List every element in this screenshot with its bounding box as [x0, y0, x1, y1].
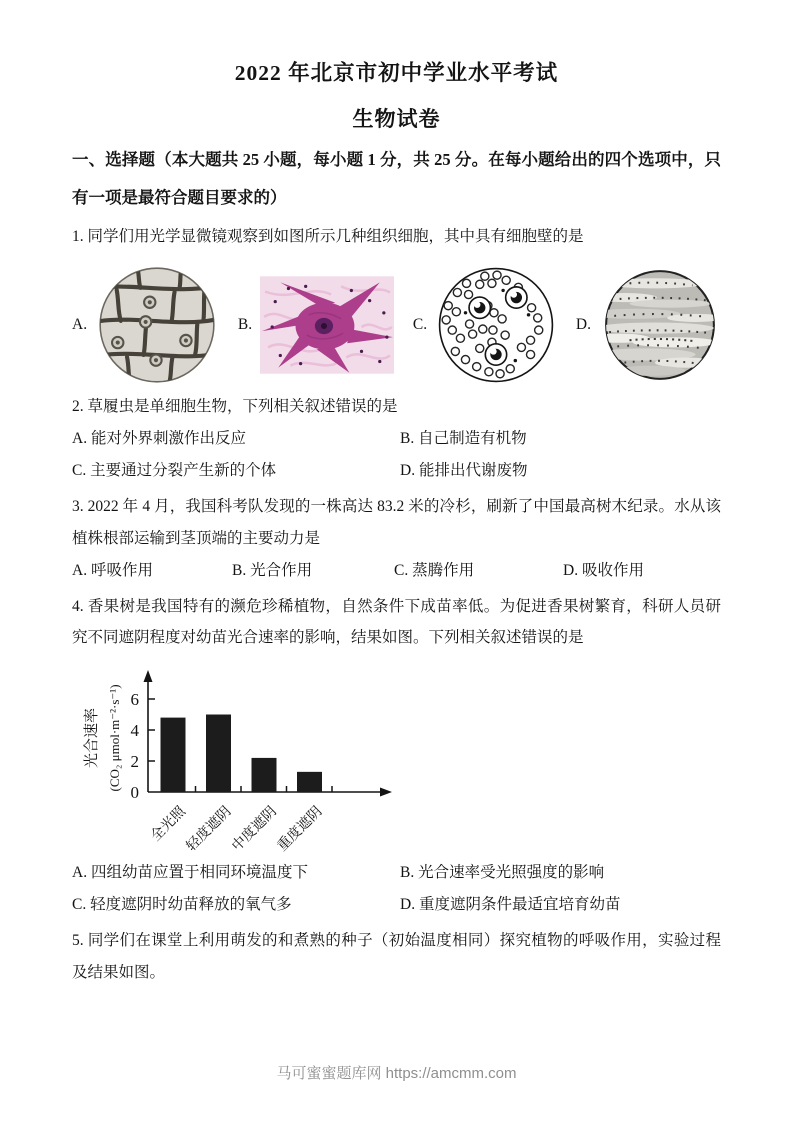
x-category-label: 全光照	[148, 804, 189, 845]
plant-cells-micrograph	[95, 266, 219, 384]
blood-cells-drawing	[435, 267, 557, 383]
q4-option-a: A. 四组幼苗应置于相同环境温度下	[72, 864, 308, 882]
chart-ylabel-name: 光合速率	[84, 708, 100, 769]
figure-label-a: A.	[72, 315, 88, 333]
y-tick-label: 4	[130, 721, 139, 741]
bar-0	[161, 718, 186, 792]
bar-2	[252, 758, 277, 792]
question-3-text: 3. 2022 年 4 月，我国科考队发现的一株高达 83.2 米的冷杉，刷新了中国最高树木纪录。水从该植株根部运输到茎顶端的主要动力是	[72, 497, 721, 547]
question-4-options	[72, 857, 721, 921]
nerve-cell-micrograph	[260, 276, 394, 374]
muscle-tissue-micrograph	[599, 269, 721, 381]
q3-option-d: D. 吸收作用	[563, 561, 644, 579]
question-4-chart-wrap	[76, 660, 721, 857]
y-axis-arrow	[144, 670, 153, 682]
question-2-options	[72, 423, 721, 487]
x-category-label: 中度遮阴	[229, 804, 280, 853]
x-category-label: 重度遮阴	[275, 804, 326, 853]
y-tick-label: 0	[130, 783, 139, 803]
question-3-options	[72, 555, 721, 587]
q3-option-c: C. 蒸腾作用	[394, 561, 475, 579]
question-1-text: 1. 同学们用光学显微镜观察到如图所示几种组织细胞，其中具有细胞壁的是	[72, 227, 584, 245]
figure-label-d: D.	[575, 315, 591, 333]
photosynthesis-bar-chart	[76, 660, 406, 852]
y-tick-label: 6	[130, 690, 139, 710]
q2-option-c: C. 主要通过分裂产生新的个体	[72, 461, 277, 479]
figure-label-b: B.	[237, 315, 253, 333]
figure-label-c: C.	[412, 315, 428, 333]
figure-option-c	[413, 267, 557, 383]
figure-option-b	[238, 276, 394, 374]
chart-ylabel-unit: (CO₂ μmol·m⁻²·s⁻¹)	[107, 684, 122, 792]
site-watermark: 马可蜜蜜题库网 https://amcmm.com	[276, 1065, 517, 1082]
question-1-figures	[72, 263, 721, 387]
y-tick-label: 2	[130, 752, 139, 772]
q4-option-d: D. 重度遮阴条件最适宜培育幼苗	[400, 896, 621, 914]
q3-option-b: B. 光合作用	[232, 561, 313, 579]
question-5-text: 5. 同学们在课堂上利用萌发的和煮熟的种子（初始温度相同）探究植物的呼吸作用，实验过程及结果如图。	[72, 932, 721, 982]
page-title: 2022 年北京市初中学业水平考试	[234, 61, 559, 85]
bar-3	[297, 772, 322, 792]
q2-option-d: D. 能排出代谢废物	[400, 461, 528, 479]
q4-option-b: B. 光合速率受光照强度的影响	[400, 864, 605, 882]
q3-option-a: A. 呼吸作用	[72, 561, 153, 579]
x-axis-arrow	[380, 788, 392, 797]
figure-option-a	[72, 266, 219, 384]
q2-option-a: A. 能对外界刺激作出反应	[72, 429, 246, 447]
q4-option-c: C. 轻度遮阴时幼苗释放的氧气多	[72, 896, 292, 914]
chart-plot	[131, 670, 393, 852]
page-subtitle: 生物试卷	[352, 107, 441, 131]
question-4-text: 4. 香果树是我国特有的濒危珍稀植物，自然条件下成苗率低。为促进香果树繁育，科研人员研究不同遮阴程度对幼苗光合速率的影响，结果如图。下列相关叙述错误的是	[72, 597, 721, 647]
bar-1	[206, 715, 231, 793]
figure-option-d	[576, 269, 721, 381]
x-category-label: 轻度遮阴	[184, 804, 235, 853]
question-2-text: 2. 草履虫是单细胞生物，下列相关叙述错误的是	[72, 397, 398, 415]
q2-option-b: B. 自己制造有机物	[400, 429, 527, 447]
section-header: 一、选择题（本大题共 25 小题，每小题 1 分，共 25 分。在每小题给出的四个选项中，只有一项是最符合题目要求的）	[72, 150, 721, 207]
